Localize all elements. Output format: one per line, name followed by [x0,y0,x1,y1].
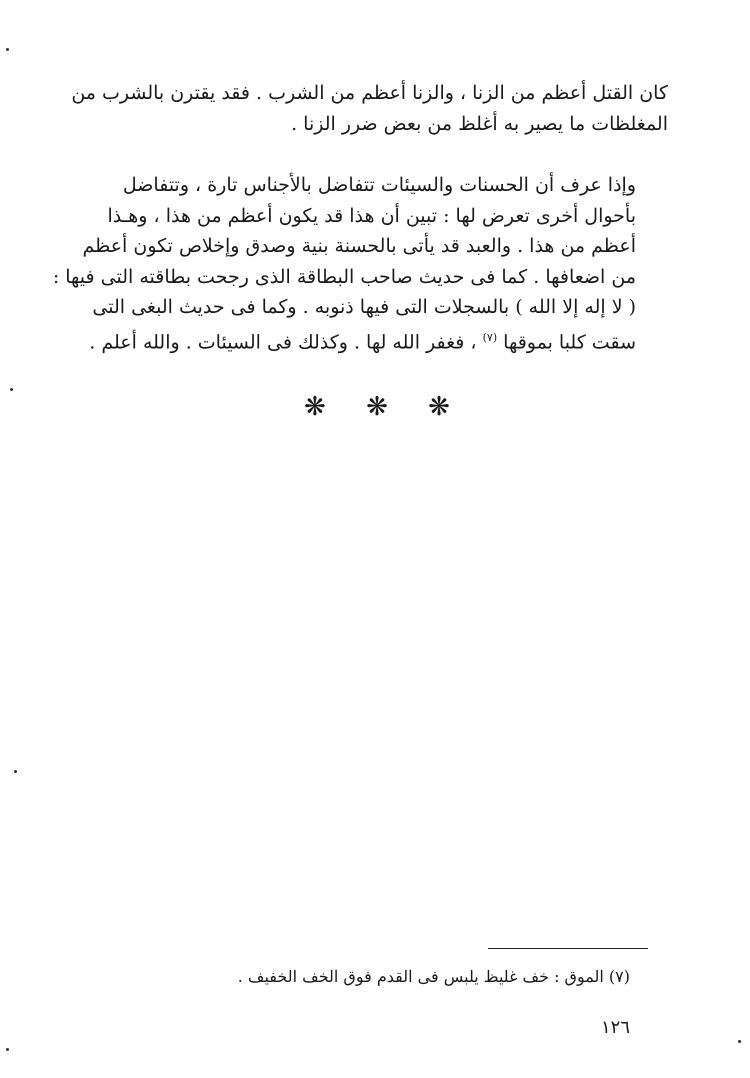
scan-speck [6,1048,9,1051]
footnote-marker: (٧) [608,967,630,986]
text-segment: ، فغفر الله لها . وكذلك فى السيئات . والله أعلم . [89,330,477,353]
text-line: كان القتل أعظم من الزنا ، والزنا أعظم من الشرب . فقد يقترن بالشرب من [71,82,668,104]
body-paragraph-1 [71,78,668,139]
text-line: من اضعافها . كما فى حديث صاحب البطاقة الذى رجحت بطاقته التى فيها : [52,265,636,288]
text-segment: سقت كلبا بموقها [503,330,636,353]
scan-speck [738,1040,741,1043]
scan-speck [6,48,9,51]
scan-speck [10,388,13,391]
text-line: المغلظات ما يصير به أغلظ من بعض ضرر الزنا . [291,112,668,135]
text-line: بأحوال أخرى تعرض لها : تبين أن هذا قد يكون أعظم من هذا ، وهـذا [107,204,636,227]
page-number: ١٢٦ [600,1017,630,1038]
text-line: وإذا عرف أن الحسنات والسيئات تتفاضل بالأجناس تارة ، وتتفاضل [122,174,636,196]
footnote-reference: (٧) [482,330,498,344]
scan-speck [14,770,17,773]
text-line-with-note [89,323,668,358]
footnote-text: الموق : خف غليظ يلبس فى القدم فوق الخف الخفيف . [237,967,604,986]
section-separator: ❋ ❋ ❋ [304,392,466,422]
text-line: ( لا إله إلا الله ) بالسجلات التى فيها ذنوبه . وكما فى حديث البغى التى [92,296,636,318]
body-paragraph-2 [52,170,668,357]
text-line: أعظم من هذا . والعبد قد يأتى بالحسنة بنية وصدق وإخلاص تكون أعظم [82,235,636,257]
footnote [150,966,630,988]
footnote-divider [488,948,648,949]
